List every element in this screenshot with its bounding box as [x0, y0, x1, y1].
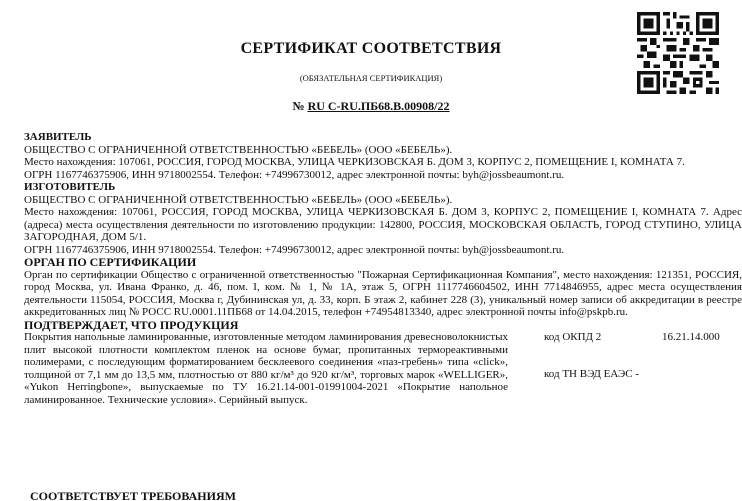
- manufacturer-ids: ОГРН 1167746375906, ИНН 9718002554. Телефон: +74996730012, адрес электронной почты: byh@jossbeaumont.ru.: [24, 243, 565, 256]
- certificate-subtitle: (ОБЯЗАТЕЛЬНАЯ СЕРТИФИКАЦИЯ): [299, 73, 443, 83]
- tnved-value: -: [635, 368, 640, 380]
- applicant-ids: ОГРН 1167746375906, ИНН 9718002554. Телефон: +74996730012, адрес электронной почты: byh@jossbeaumont.ru.: [24, 168, 565, 181]
- okpd-label: код ОКПД 2: [544, 331, 602, 343]
- product-section: [24, 331, 742, 406]
- tnved-label: код ТН ВЭД ЕАЭС: [544, 368, 633, 380]
- certificate-content: [24, 131, 742, 406]
- product-codes: [544, 331, 720, 405]
- manufacturer-heading: ИЗГОТОВИТЕЛЬ: [24, 181, 116, 193]
- certification-body-heading: ОРГАН ПО СЕРТИФИКАЦИИ: [24, 255, 197, 269]
- number-prefix: №: [292, 99, 305, 113]
- applicant-name: ОБЩЕСТВО С ОГРАНИЧЕННОЙ ОТВЕТСТВЕННОСТЬЮ «БЕБЕЛЬ» (ООО «БЕБЕЛЬ»).: [24, 143, 453, 156]
- tnved-row: [544, 368, 720, 405]
- manufacturer-name: ОБЩЕСТВО С ОГРАНИЧЕННОЙ ОТВЕТСТВЕННОСТЬЮ «БЕБЕЛЬ» (ООО «БЕБЕЛЬ»).: [24, 193, 453, 206]
- certificate-number: [0, 99, 742, 114]
- product-heading: ПОДТВЕРЖДАЕТ, ЧТО ПРОДУКЦИЯ: [24, 317, 239, 332]
- number-value: RU C-RU.ПБ68.В.00908/22: [307, 99, 450, 113]
- product-description: Покрытия напольные ламинированные, изготовленные методом ламинирования древесноволокнистых плит высокой плотности комплектом пленок на основе бумаг, пропитанных термореактивными полимерами, с последующим форматированием бесклеевого соединения «паз-гребень» типа «click», толщиной от 7,1 мм до 13,5 мм, плотностью от 880 кг/м³ до 920 кг/м³, торговых марок «WELLIGER», «Yukon Herringbone», выпускаемые по ТУ 16.21.14-001-01991004-2021 «Покрытие напольное ламинированное. Технические условия». Серийный выпуск.: [24, 331, 508, 406]
- certification-body-text: Орган по сертификации Общество с ограниченной ответственностью "Пожарная Сертификационная Компания", место нахождения: 121351, РОССИЯ, город Москва, ул. Ивана Франко, д. 46, пом. I, ком. № 1, № 1А, этаж 5, ОГРН 1117746604502, ИНН 7714846955, адрес места осуществления деятельности 115054, РОССИЯ, Москва г, Дубининская ул, д. 33, корп. Б этаж 2, кабинет 228 (3), уникальный номер записи об аккредитации в реестре аккредитованных лиц № РОСС RU.0001.11ПБ68 от 14.04.2015, телефон +74954813340, адрес электронной почты info@pskpb.ru.: [24, 268, 742, 318]
- certificate-title: СЕРТИФИКАТ СООТВЕТСТВИЯ: [240, 40, 502, 57]
- okpd-value: 16.21.14.000: [662, 331, 720, 343]
- applicant-heading: ЗАЯВИТЕЛЬ: [24, 131, 92, 143]
- manufacturer-address: Место нахождения: 107061, РОССИЯ, ГОРОД МОСКВА, УЛИЦА ЧЕРКИЗОВСКАЯ Б. ДОМ 3, КОРПУС 2, ПОМЕЩЕНИЕ I, КОМНАТА 7. Адрес (адреса) места осуществления деятельности по изготовлению продукции: 142800, РОССИЯ, МОСКОВСКАЯ ОБЛАСТЬ, ГОРОД СТУПИНО, УЛИЦА ЗАГОРОДНАЯ, ДОМ 5/1.: [24, 206, 742, 243]
- requirements-heading: СООТВЕТСТВУЕТ ТРЕБОВАНИЯМ: [30, 489, 236, 501]
- okpd-row: [544, 331, 720, 368]
- applicant-address: Место нахождения: 107061, РОССИЯ, ГОРОД МОСКВА, УЛИЦА ЧЕРКИЗОВСКАЯ Б. ДОМ 3, КОРПУС 2, ПОМЕЩЕНИЕ I, КОМНАТА 7.: [24, 156, 685, 168]
